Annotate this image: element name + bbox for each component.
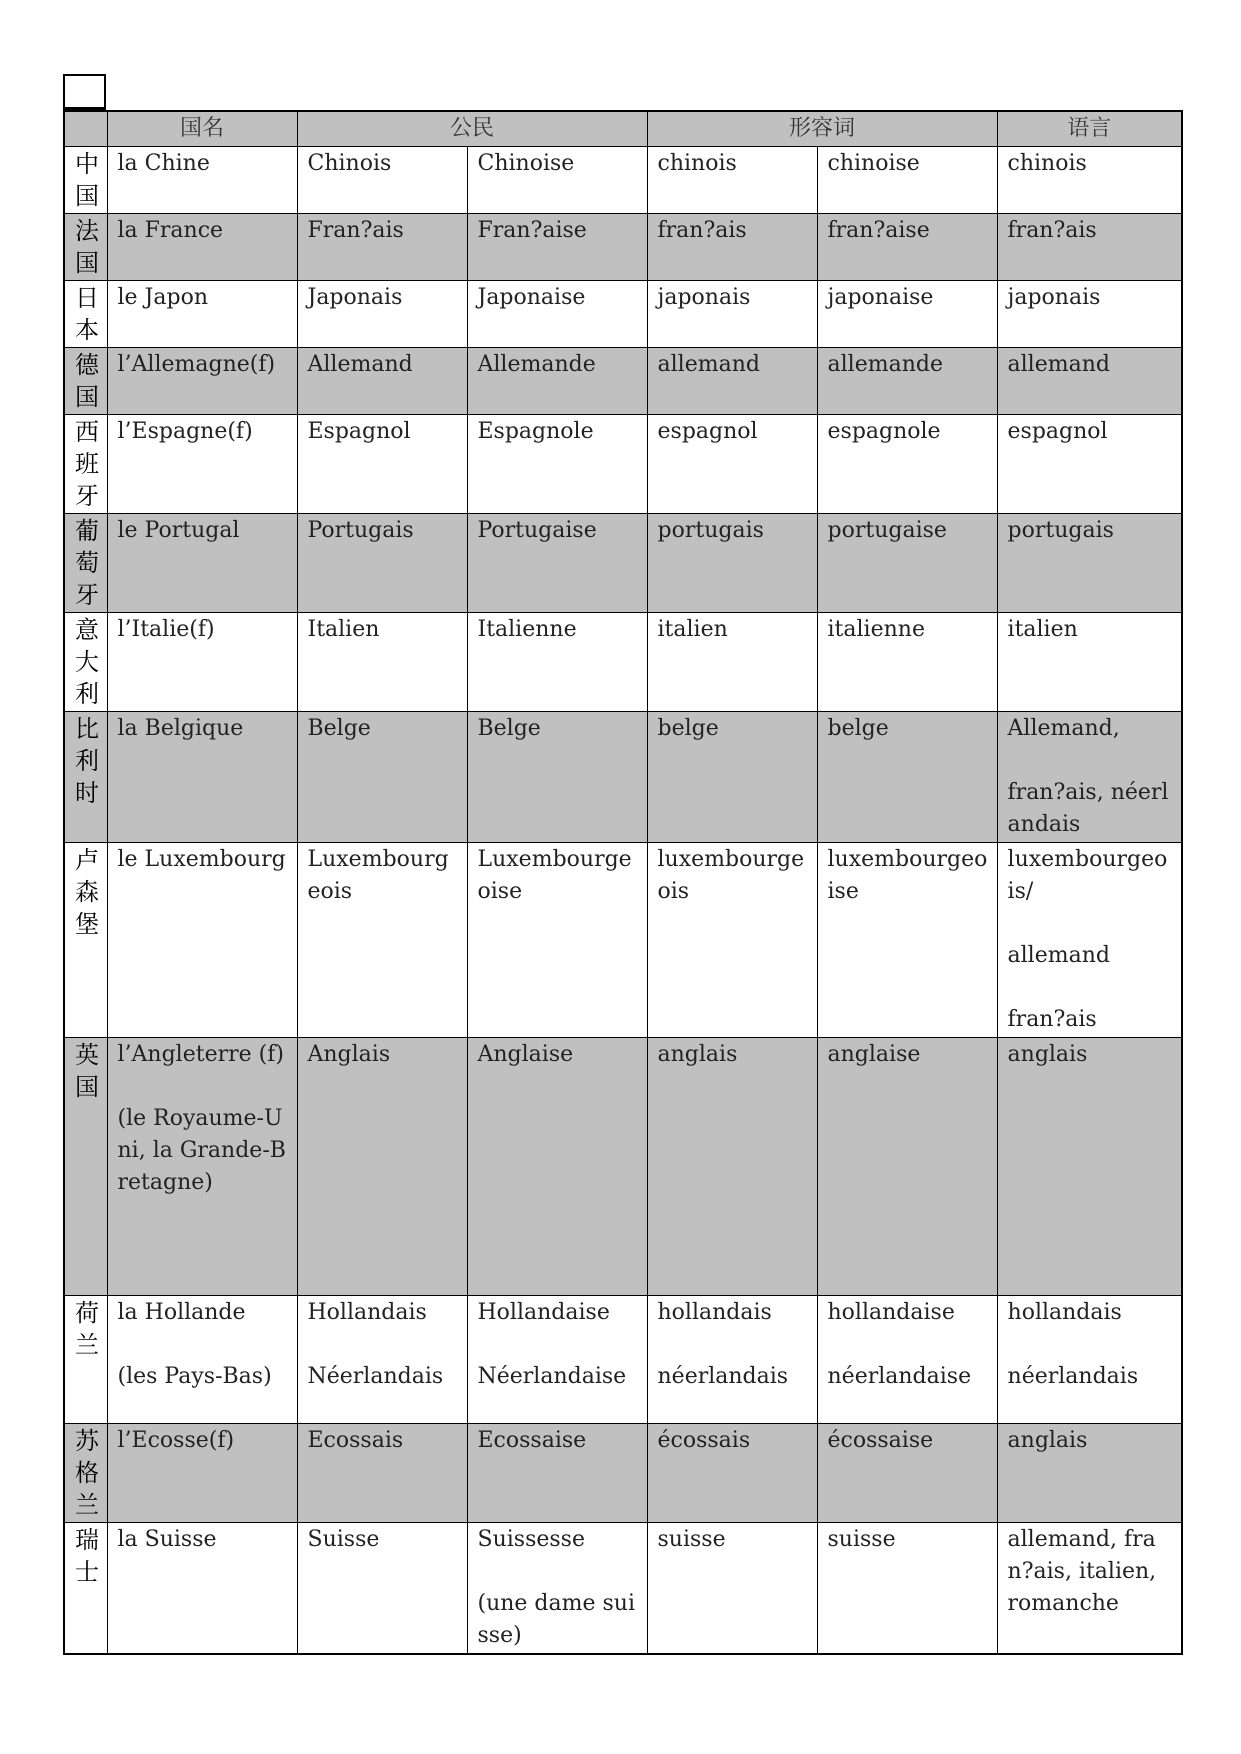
adj-m-cell: belge xyxy=(647,712,817,843)
header-row xyxy=(64,111,1182,147)
citizen-m-cell: Hollandais Néerlandais xyxy=(297,1296,467,1424)
language-cell: luxembourgeois/ allemand fran?ais xyxy=(997,843,1182,1038)
country-cell: 中 国 xyxy=(64,147,107,214)
table-row xyxy=(64,415,1182,514)
citizen-m-cell: Espagnol xyxy=(297,415,467,514)
adj-f-cell: portugaise xyxy=(817,514,997,613)
table-row xyxy=(64,514,1182,613)
citizen-f-cell: Chinoise xyxy=(467,147,647,214)
country-cell: 瑞 士 xyxy=(64,1523,107,1655)
language-cell: chinois xyxy=(997,147,1182,214)
country-cell: 日 本 xyxy=(64,281,107,348)
citizen-m-cell: Allemand xyxy=(297,348,467,415)
citizen-f-cell: Luxembourgeoise xyxy=(467,843,647,1038)
language-cell: japonais xyxy=(997,281,1182,348)
table-row xyxy=(64,1523,1182,1655)
citizen-m-cell: Italien xyxy=(297,613,467,712)
adj-f-cell: anglaise xyxy=(817,1038,997,1296)
header-blank xyxy=(64,111,107,147)
name-cell: la Belgique xyxy=(107,712,297,843)
adj-f-cell: luxembourgeoise xyxy=(817,843,997,1038)
citizen-f-cell: Portugaise xyxy=(467,514,647,613)
citizen-f-cell: Ecossaise xyxy=(467,1424,647,1523)
adj-m-cell: fran?ais xyxy=(647,214,817,281)
citizen-f-cell: Japonaise xyxy=(467,281,647,348)
citizen-f-cell: Belge xyxy=(467,712,647,843)
adj-m-cell: italien xyxy=(647,613,817,712)
table-row xyxy=(64,147,1182,214)
header-adjective: 形容词 xyxy=(647,111,997,147)
adj-m-cell: suisse xyxy=(647,1523,817,1655)
adj-m-cell: portugais xyxy=(647,514,817,613)
adj-f-cell: espagnole xyxy=(817,415,997,514)
language-cell: portugais xyxy=(997,514,1182,613)
citizen-f-cell: Espagnole xyxy=(467,415,647,514)
adj-f-cell: italienne xyxy=(817,613,997,712)
country-cell: 卢 森 堡 xyxy=(64,843,107,1038)
citizen-f-cell: Italienne xyxy=(467,613,647,712)
table-row xyxy=(64,1296,1182,1424)
name-cell: l’Angleterre (f) (le Royaume-Uni, la Grande-Bretagne) xyxy=(107,1038,297,1296)
country-cell: 西 班 牙 xyxy=(64,415,107,514)
country-cell: 比 利 时 xyxy=(64,712,107,843)
header-country-name: 国名 xyxy=(107,111,297,147)
citizen-f-cell: Suissesse (une dame suisse) xyxy=(467,1523,647,1655)
name-cell: l’Ecosse(f) xyxy=(107,1424,297,1523)
language-cell: allemand, fran?ais, italien, romanche xyxy=(997,1523,1182,1655)
citizen-m-cell: Ecossais xyxy=(297,1424,467,1523)
country-cell: 英 国 xyxy=(64,1038,107,1296)
language-cell: anglais xyxy=(997,1038,1182,1296)
corner-box xyxy=(63,74,106,110)
citizen-m-cell: Fran?ais xyxy=(297,214,467,281)
adj-f-cell: allemande xyxy=(817,348,997,415)
table-row xyxy=(64,712,1182,843)
citizen-m-cell: Anglais xyxy=(297,1038,467,1296)
language-cell: allemand xyxy=(997,348,1182,415)
citizen-f-cell: Allemande xyxy=(467,348,647,415)
country-cell: 意 大 利 xyxy=(64,613,107,712)
citizen-m-cell: Luxembourgeois xyxy=(297,843,467,1038)
adj-f-cell: hollandaise néerlandaise xyxy=(817,1296,997,1424)
language-cell: fran?ais xyxy=(997,214,1182,281)
adj-m-cell: allemand xyxy=(647,348,817,415)
adj-f-cell: japonaise xyxy=(817,281,997,348)
language-cell: italien xyxy=(997,613,1182,712)
name-cell: l’Espagne(f) xyxy=(107,415,297,514)
country-cell: 苏 格 兰 xyxy=(64,1424,107,1523)
name-cell: la Hollande (les Pays-Bas) xyxy=(107,1296,297,1424)
table-row xyxy=(64,1038,1182,1296)
adj-m-cell: hollandais néerlandais xyxy=(647,1296,817,1424)
adj-f-cell: belge xyxy=(817,712,997,843)
table-row xyxy=(64,1424,1182,1523)
citizen-f-cell: Anglaise xyxy=(467,1038,647,1296)
country-cell: 荷 兰 xyxy=(64,1296,107,1424)
table-row xyxy=(64,348,1182,415)
table-row xyxy=(64,281,1182,348)
name-cell: le Japon xyxy=(107,281,297,348)
citizen-m-cell: Chinois xyxy=(297,147,467,214)
country-cell: 德 国 xyxy=(64,348,107,415)
header-language: 语言 xyxy=(997,111,1182,147)
table-row xyxy=(64,613,1182,712)
citizen-m-cell: Belge xyxy=(297,712,467,843)
header-citizen: 公民 xyxy=(297,111,647,147)
country-cell: 法 国 xyxy=(64,214,107,281)
adj-f-cell: suisse xyxy=(817,1523,997,1655)
name-cell: le Luxembourg xyxy=(107,843,297,1038)
citizen-m-cell: Suisse xyxy=(297,1523,467,1655)
adj-m-cell: espagnol xyxy=(647,415,817,514)
adj-m-cell: écossais xyxy=(647,1424,817,1523)
language-cell: espagnol xyxy=(997,415,1182,514)
citizen-m-cell: Portugais xyxy=(297,514,467,613)
citizen-f-cell: Fran?aise xyxy=(467,214,647,281)
name-cell: l’Allemagne(f) xyxy=(107,348,297,415)
language-cell: hollandais néerlandais xyxy=(997,1296,1182,1424)
adj-m-cell: anglais xyxy=(647,1038,817,1296)
citizen-m-cell: Japonais xyxy=(297,281,467,348)
adj-m-cell: japonais xyxy=(647,281,817,348)
table-row xyxy=(64,214,1182,281)
adj-f-cell: fran?aise xyxy=(817,214,997,281)
country-vocabulary-table xyxy=(63,110,1183,1655)
name-cell: l’Italie(f) xyxy=(107,613,297,712)
adj-f-cell: écossaise xyxy=(817,1424,997,1523)
table-row xyxy=(64,843,1182,1038)
name-cell: la Suisse xyxy=(107,1523,297,1655)
name-cell: la France xyxy=(107,214,297,281)
country-cell: 葡 萄 牙 xyxy=(64,514,107,613)
adj-f-cell: chinoise xyxy=(817,147,997,214)
name-cell: la Chine xyxy=(107,147,297,214)
name-cell: le Portugal xyxy=(107,514,297,613)
language-cell: Allemand, fran?ais, néerlandais xyxy=(997,712,1182,843)
adj-m-cell: luxembourgeois xyxy=(647,843,817,1038)
adj-m-cell: chinois xyxy=(647,147,817,214)
citizen-f-cell: Hollandaise Néerlandaise xyxy=(467,1296,647,1424)
language-cell: anglais xyxy=(997,1424,1182,1523)
